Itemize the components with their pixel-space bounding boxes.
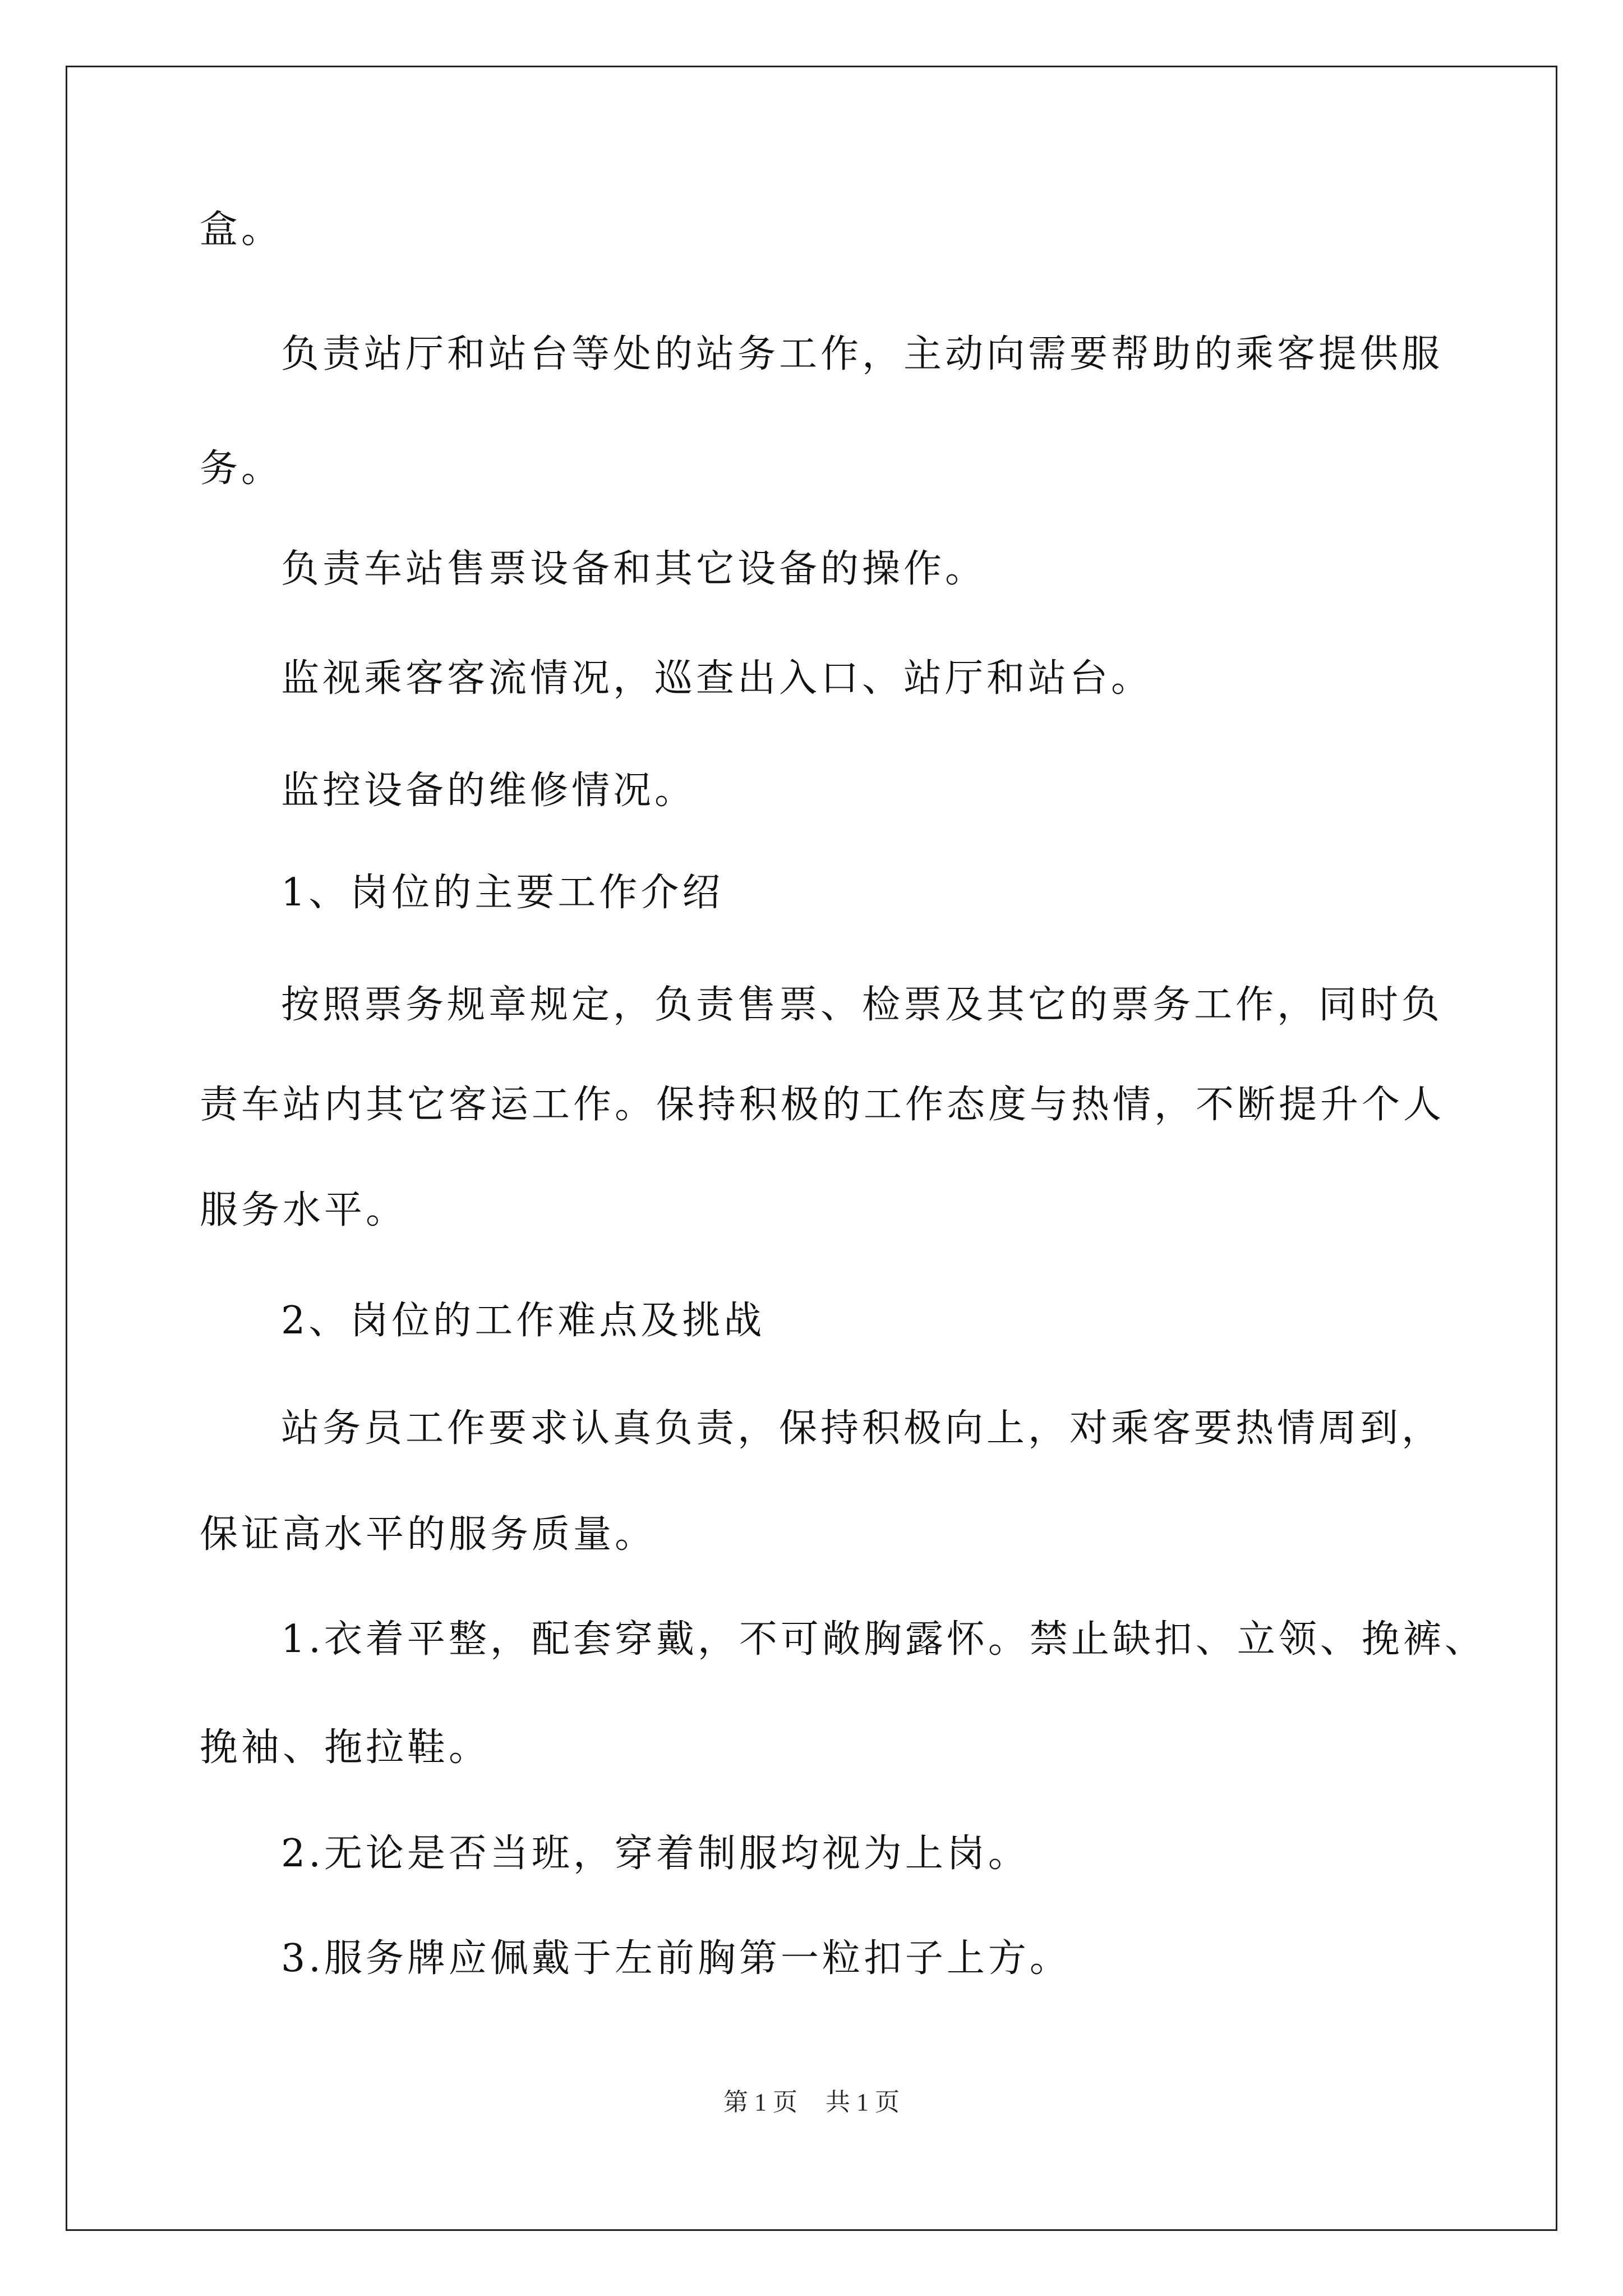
paragraph-line: 务。	[200, 447, 283, 491]
page-border	[66, 66, 1557, 2231]
paragraph-line: 负责车站售票设备和其它设备的操作。	[281, 547, 987, 591]
paragraph-line: 1、岗位的主要工作介绍	[281, 871, 724, 915]
paragraph-line: 3.服务牌应佩戴于左前胸第一粒扣子上方。	[281, 1936, 1071, 1981]
paragraph-line: 2、岗位的工作难点及挑战	[281, 1299, 766, 1343]
paragraph-line: 保证高水平的服务质量。	[200, 1512, 657, 1557]
total-pages: 共 1 页	[826, 2088, 900, 2116]
paragraph-line: 挽袖、拖拉鞋。	[200, 1726, 491, 1770]
paragraph-line: 责车站内其它客运工作。保持积极的工作态度与热情，不断提升个人	[200, 1083, 1445, 1127]
paragraph-line: 监控设备的维修情况。	[281, 769, 697, 813]
paragraph-line: 监视乘客客流情况，巡查出入口、站厅和站台。	[281, 656, 1153, 701]
paragraph-line: 盒。	[200, 208, 283, 252]
paragraph-line: 服务水平。	[200, 1188, 408, 1232]
paragraph-line: 1.衣着平整，配套穿戴，不可敞胸露怀。禁止缺扣、立领、挽裤、	[281, 1617, 1486, 1662]
paragraph-line: 站务员工作要求认真负责，保持积极向上，对乘客要热情周到，	[281, 1406, 1444, 1451]
page-number: 第 1 页	[723, 2088, 797, 2116]
paragraph-line: 2.无论是否当班，穿着制服均视为上岗。	[281, 1832, 1030, 1876]
paragraph-line: 按照票务规章规定，负责售票、检票及其它的票务工作，同时负	[281, 983, 1444, 1027]
paragraph-line: 负责站厅和站台等处的站务工作，主动向需要帮助的乘客提供服	[281, 332, 1444, 376]
page-footer	[0, 2087, 1623, 2118]
